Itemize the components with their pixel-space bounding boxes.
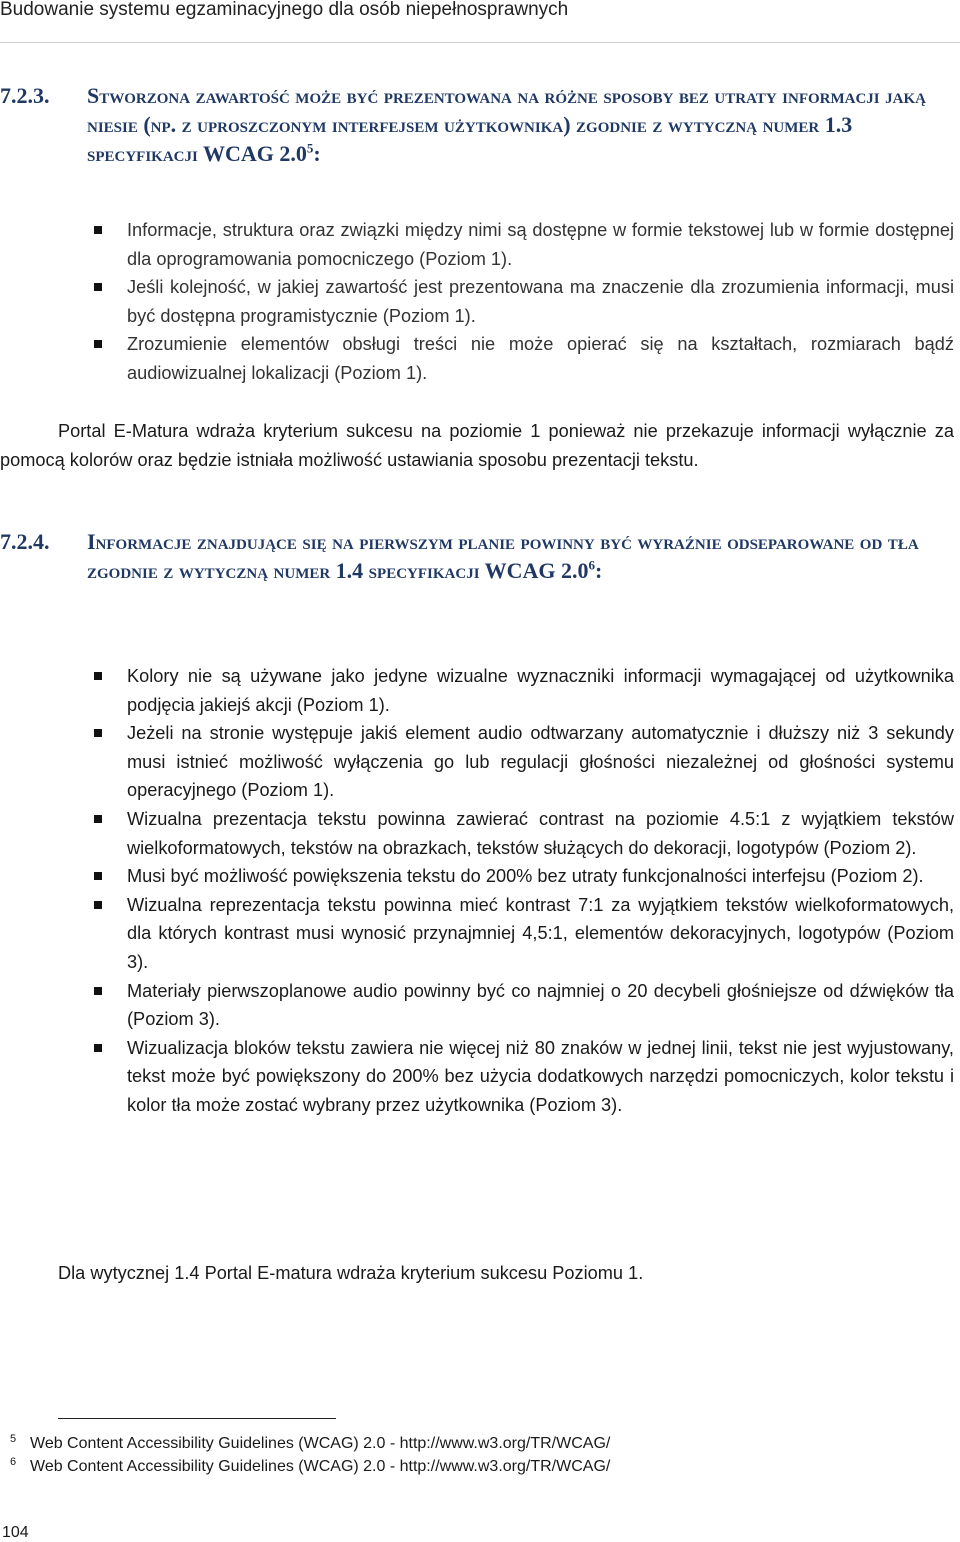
list-item: [0, 273, 960, 330]
criteria-list-1-3: [0, 216, 960, 388]
list-item: [0, 719, 960, 805]
section-title-wrapper: [87, 81, 940, 168]
list-item-text: Musi być możliwość powiększenia tekstu do 200% bez utraty funkcjonalności interfejsu (Poziom 2).: [127, 866, 924, 887]
list-item: [0, 805, 960, 862]
square-bullet-icon: [94, 226, 102, 234]
footnote-reference[interactable]: 5: [306, 140, 314, 156]
running-header: Budowanie systemu egzaminacyjnego dla osób niepełnosprawnych: [0, 0, 569, 20]
paragraph-text: Portal E-Matura wdraża kryterium sukcesu na poziomie 1 ponieważ nie przekazuje informacji wyłącznie za pomocą kolorów oraz będzie istniała możliwość ustawiania sposobu prezentacji tekstu.: [0, 421, 954, 470]
list-item: [0, 330, 960, 387]
list-item-text: Informacje, struktura oraz związki między nimi są dostępne w formie tekstowej lub w formie dostępnej dla oprogramowania pomocniczego (Poziom 1).: [127, 220, 954, 269]
list-item-text: Wizualizacja bloków tekstu zawiera nie więcej niż 80 znaków w jednej linii, tekst nie jest wyjustowany, tekst może być powiększony do 200% bez użycia dodatkowych narzędzi pomocniczych, kolor tekstu i kolor tła może zostać wybrany przez użytkownika (Poziom 3).: [127, 1037, 954, 1115]
list-item-text: Materiały pierwszoplanowe audio powinny być co najmniej o 20 decybeli głośniejsze od dźwięków tła (Poziom 3).: [127, 980, 954, 1030]
square-bullet-icon: [94, 815, 102, 823]
list-item: [0, 977, 960, 1034]
square-bullet-icon: [94, 283, 102, 291]
section-number: 7.2.3.: [0, 83, 50, 108]
section-title-wrapper: [87, 527, 940, 585]
square-bullet-icon: [94, 340, 102, 348]
section-heading-7-2-3: [0, 81, 940, 168]
list-item: [0, 862, 960, 891]
criteria-list-1-4: [0, 662, 960, 1120]
list-item: [0, 216, 960, 273]
heading-colon: :: [313, 141, 321, 166]
footnote-number: 5: [10, 1433, 17, 1445]
footnote-number: 6: [10, 1456, 17, 1468]
square-bullet-icon: [94, 987, 102, 995]
square-bullet-icon: [94, 729, 102, 737]
list-item-text: Kolory nie są używane jako jedyne wizualne wyznaczniki informacji wymagającej od użytkownika podjęcia jakiejś akcji (Poziom 1).: [127, 666, 954, 715]
page-number: 104: [2, 1524, 29, 1541]
footnote-text: Web Content Accessibility Guidelines (WCAG) 2.0 - http://www.w3.org/TR/WCAG/: [30, 1458, 611, 1475]
footnote-divider: [58, 1418, 336, 1419]
header-divider: [0, 42, 960, 43]
list-item-text: Jeśli kolejność, w jakiej zawartość jest prezentowana ma znaczenie dla zrozumienia informacji, musi być dostępna programistycznie (Poziom 1).: [127, 277, 954, 326]
footnote-text: Web Content Accessibility Guidelines (WCAG) 2.0 - http://www.w3.org/TR/WCAG/: [30, 1435, 611, 1452]
section-number: 7.2.4.: [0, 529, 50, 554]
list-item-text: Wizualna reprezentacja tekstu powinna mieć kontrast 7:1 za wyjątkiem tekstów wielkoformatowych, dla których kontrast musi wynosić przynajmniej 4,5:1, elementów dekoracyjnych, logotypów (Poziom 3).: [127, 894, 954, 972]
list-item: [0, 891, 960, 977]
section-title: Stworzona zawartość może być prezentowana na różne sposoby bez utraty informacji jaką niesie (np. z uproszczonym interfejsem użytkownika) zgodnie z wytyczną numer 1.3 specyfikacji WCAG 2.0: [87, 83, 926, 166]
closing-paragraph: Dla wytycznej 1.4 Portal E-matura wdraża kryterium sukcesu Poziomu 1.: [58, 1263, 644, 1283]
square-bullet-icon: [94, 1044, 102, 1052]
list-item: [0, 662, 960, 719]
square-bullet-icon: [94, 672, 102, 680]
body-paragraph: [0, 417, 954, 475]
square-bullet-icon: [94, 872, 102, 880]
list-item: [0, 1034, 960, 1120]
list-item-text: Wizualna prezentacja tekstu powinna zawierać contrast na poziomie 4.5:1 z wyjątkiem tekstów wielkoformatowych, tekstów na obrazkach, tekstów służących do dekoracji, logotypów (Poziom 2).: [127, 808, 954, 858]
section-heading-7-2-4: [0, 527, 940, 585]
footnote-reference[interactable]: 6: [588, 557, 596, 573]
heading-colon: :: [595, 558, 603, 583]
list-item-text: Jeżeli na stronie występuje jakiś element audio odtwarzany automatycznie i dłuższy niż 3 sekundy musi istnieć możliwość wyłączenia go lub regulacji głośności niezależnej od głośności systemu operacyjnego (Poziom 1).: [127, 723, 954, 801]
list-item-text: Zrozumienie elementów obsługi treści nie może opierać się na kształtach, rozmiarach bądź audiowizualnej lokalizacji (Poziom 1).: [127, 334, 954, 383]
square-bullet-icon: [94, 901, 102, 909]
section-title: Informacje znajdujące się na pierwszym planie powinny być wyraźnie odseparowane od tła zgodnie z wytyczną numer 1.4 specyfikacji WCAG 2.0: [87, 529, 919, 583]
